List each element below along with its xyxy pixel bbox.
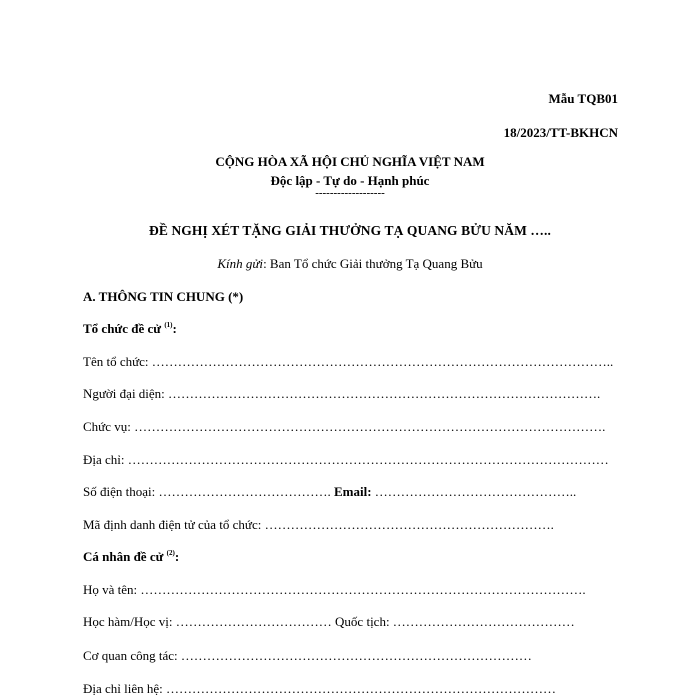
org-representative-field[interactable]: Người đại diện: ………………………………………………………………………………………. — [83, 386, 601, 401]
person-nationality-field[interactable]: Quốc tịch: …………………………………… — [335, 614, 575, 629]
nation-heading: CỘNG HÒA XÃ HỘI CHỦ NGHĨA VIỆT NAM — [215, 154, 485, 169]
org-note-marker: (1) — [164, 321, 173, 329]
section-a-heading: A. THÔNG TIN CHUNG (*) — [83, 289, 244, 304]
org-heading-text: Tổ chức đề cử — [83, 321, 162, 336]
motto: Độc lập - Tự do - Hạnh phúc — [270, 173, 430, 188]
person-degree-field[interactable]: Học hàm/Học vị: ……………………………… — [83, 614, 332, 629]
org-email-label: Email: — [333, 484, 372, 499]
org-position-field[interactable]: Chức vụ: ………………………………………………………………………………………………. — [83, 419, 606, 434]
circular-number: 18/2023/TT-BKHCN — [503, 125, 618, 140]
org-electronic-id-field[interactable]: Mã định danh điện tử của tổ chức: …………………………………………………………. — [83, 517, 554, 532]
recipient-line — [0, 256, 700, 272]
person-contact-field[interactable]: Địa chỉ liên hệ: ……………………………………………………………………………… — [83, 681, 557, 696]
org-name-field[interactable]: Tên tổ chức: …………………………………………………………………………………………….. — [83, 354, 614, 369]
person-note-marker: (2) — [166, 549, 175, 557]
person-heading-colon: : — [174, 549, 180, 564]
person-heading-text: Cá nhân đề cử — [83, 549, 164, 564]
org-heading-colon: : — [172, 321, 177, 336]
org-contact-row — [83, 484, 576, 500]
form-code: Mẫu TQB01 — [548, 91, 618, 106]
header-separator: ------------------- — [315, 187, 385, 199]
person-degree-row — [83, 614, 575, 630]
recipient-text: : Ban Tổ chức Giải thưởng Tạ Quang Bửu — [263, 256, 483, 271]
recipient-label: Kính gửi — [217, 256, 264, 271]
org-address-field[interactable]: Địa chỉ: ………………………………………………………………………………………………… — [83, 452, 609, 467]
person-agency-field[interactable]: Cơ quan công tác: ……………………………………………………………………… — [83, 648, 532, 663]
person-name-field[interactable]: Họ và tên: …………………………………………………………………………………………. — [83, 582, 586, 597]
org-phone-field[interactable]: Số điện thoại: …………………………………. — [83, 484, 331, 499]
document-title: ĐỀ NGHỊ XÉT TẶNG GIẢI THƯỞNG TẠ QUANG BỬU NĂM ….. — [149, 223, 551, 238]
org-email-field[interactable]: ……………………………………….. — [371, 484, 577, 499]
person-heading — [83, 549, 179, 565]
org-heading — [83, 321, 177, 337]
